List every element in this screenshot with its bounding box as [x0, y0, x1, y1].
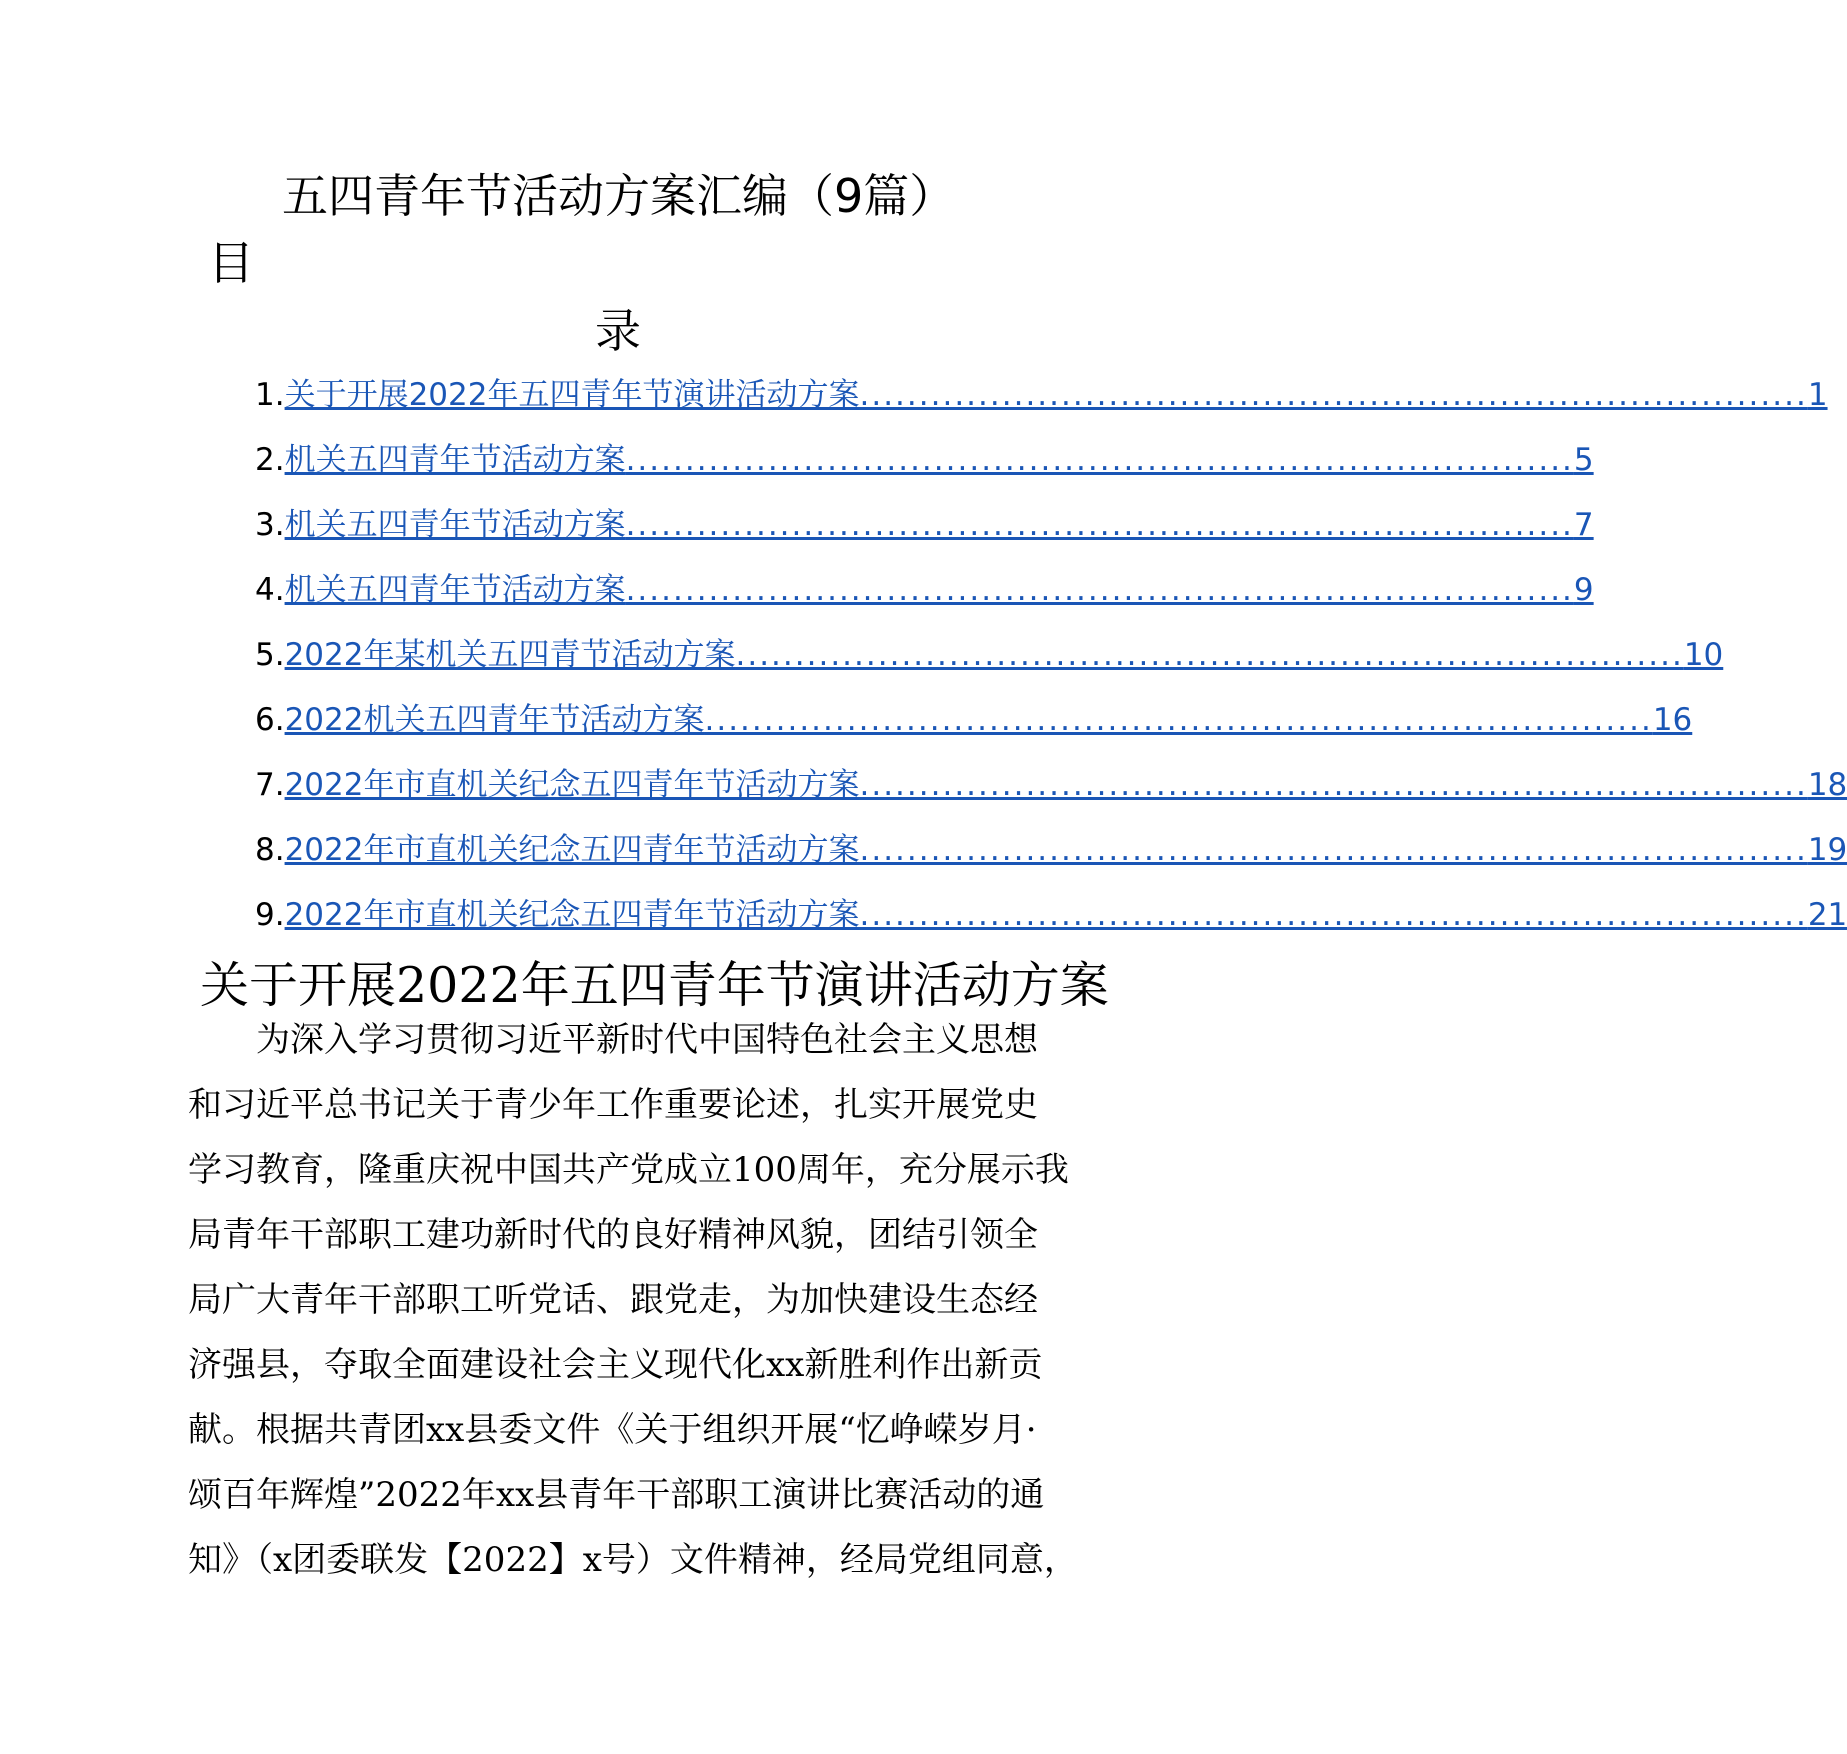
- toc-entry-link[interactable]: [284, 372, 1828, 418]
- toc-entry-page: 21: [1807, 897, 1847, 933]
- toc-entry-number: 1.: [255, 377, 285, 413]
- toc-entry-page: 10: [1683, 637, 1724, 673]
- toc-entry: [255, 697, 1693, 743]
- toc-entry-title: 机关五四青年节活动方案: [284, 507, 626, 543]
- toc-entry-link[interactable]: [284, 762, 1847, 808]
- body-text-line: 学习教育，隆重庆祝中国共产党成立100周年，充分展示我: [188, 1150, 1069, 1190]
- toc-entry-leader: ................................................................................: [859, 897, 1808, 933]
- toc-entry-number: 7.: [255, 767, 285, 803]
- toc-entry-leader: ................................................................................: [735, 637, 1684, 673]
- toc-entry-number: 5.: [255, 637, 285, 673]
- toc-entry-link[interactable]: [284, 632, 1724, 678]
- toc-entry-page: 7: [1573, 507, 1594, 543]
- toc-entry: [255, 632, 1724, 678]
- toc-entry-number: 6.: [255, 702, 285, 738]
- section-title: 关于开展2022年五四青年节演讲活动方案: [200, 957, 1109, 1014]
- toc-entry: [255, 567, 1594, 613]
- document-title: 五四青年节活动方案汇编（9篇）: [282, 169, 956, 223]
- toc-heading-char-2: 录: [595, 304, 641, 358]
- body-text-line: 局广大青年干部职工听党话、跟党走，为加快建设生态经: [188, 1280, 1038, 1320]
- toc-entry-page: 1: [1807, 377, 1828, 413]
- toc-entry-link[interactable]: [284, 437, 1594, 483]
- body-text-line: 和习近平总书记关于青少年工作重要论述，扎实开展党史: [188, 1085, 1038, 1125]
- toc-entry-title: 关于开展2022年五四青年节演讲活动方案: [284, 377, 860, 413]
- toc-entry: [255, 372, 1828, 418]
- toc-entry-page: 16: [1652, 702, 1693, 738]
- body-text-line: 济强县，夺取全面建设社会主义现代化xx新胜利作出新贡: [188, 1345, 1043, 1385]
- toc-entry-title: 2022年某机关五四青节活动方案: [284, 637, 736, 673]
- body-text-line: 知》（x团委联发【2022】x号）文件精神，经局党组同意，: [188, 1540, 1078, 1580]
- toc-entry: [255, 437, 1594, 483]
- body-text-line: 颂百年辉煌”2022年xx县青年干部职工演讲比赛活动的通: [188, 1475, 1045, 1515]
- toc-entry-number: 2.: [255, 442, 285, 478]
- toc-entry-leader: ................................................................................: [859, 832, 1808, 868]
- toc-entry-link[interactable]: [284, 892, 1847, 938]
- toc-entry-page: 19: [1807, 832, 1847, 868]
- toc-entry-link[interactable]: [284, 567, 1594, 613]
- toc-entry-page: 18: [1807, 767, 1847, 803]
- toc-entry-number: 8.: [255, 832, 285, 868]
- toc-entry-title: 2022年市直机关纪念五四青年节活动方案: [284, 897, 860, 933]
- toc-entry-leader: ................................................................................: [859, 377, 1808, 413]
- toc-entry-number: 3.: [255, 507, 285, 543]
- toc-entry-number: 9.: [255, 897, 285, 933]
- toc-entry-link[interactable]: [284, 502, 1594, 548]
- toc-entry-page: 5: [1573, 442, 1594, 478]
- toc-entry-title: 2022年市直机关纪念五四青年节活动方案: [284, 832, 860, 868]
- toc-entry: [255, 502, 1594, 548]
- toc-entry-link[interactable]: [284, 697, 1693, 743]
- body-text-line: 局青年干部职工建功新时代的良好精神风貌，团结引领全: [188, 1215, 1038, 1255]
- toc-entry-leader: ................................................................................: [704, 702, 1653, 738]
- toc-entry-title: 机关五四青年节活动方案: [284, 442, 626, 478]
- toc-entry-title: 2022机关五四青年节活动方案: [284, 702, 705, 738]
- toc-entry-page: 9: [1573, 572, 1594, 608]
- toc-heading-char-1: 目: [208, 236, 254, 290]
- toc-entry-leader: ................................................................................: [625, 442, 1574, 478]
- toc-entry-link[interactable]: [284, 827, 1847, 873]
- toc-entry-title: 2022年市直机关纪念五四青年节活动方案: [284, 767, 860, 803]
- body-text-line: 为深入学习贯彻习近平新时代中国特色社会主义思想: [188, 1020, 1038, 1060]
- toc-entry: [255, 762, 1847, 808]
- toc-entry: [255, 827, 1847, 873]
- toc-entry-title: 机关五四青年节活动方案: [284, 572, 626, 608]
- body-text-line: 献。根据共青团xx县委文件《关于组织开展“忆峥嵘岁月·: [188, 1410, 1037, 1450]
- toc-entry-leader: ................................................................................: [859, 767, 1808, 803]
- toc-entry-number: 4.: [255, 572, 285, 608]
- toc-entry-leader: ................................................................................: [625, 507, 1574, 543]
- toc-entry-leader: ................................................................................: [625, 572, 1574, 608]
- toc-entry: [255, 892, 1847, 938]
